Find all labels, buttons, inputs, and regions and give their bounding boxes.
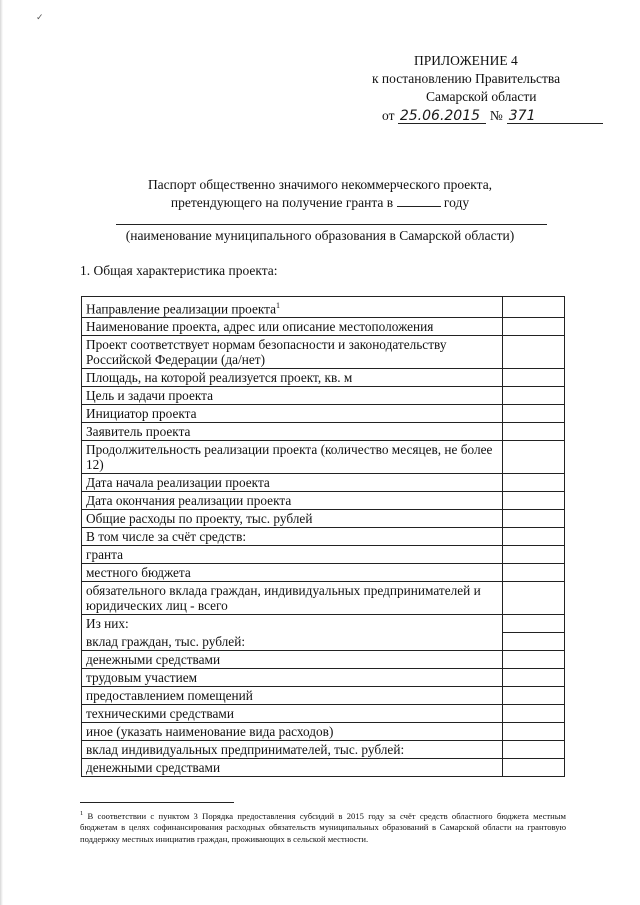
- table-row: [82, 615, 565, 633]
- row-label: [82, 297, 503, 318]
- row-label: [82, 564, 503, 582]
- row-label-text: Продолжительность реализации проекта (количество месяцев, не более 12): [86, 442, 493, 473]
- year-blank-field: [397, 194, 441, 207]
- table-row: [82, 387, 565, 405]
- row-label-text: Заявитель проекта: [86, 424, 191, 440]
- table-row: [82, 492, 565, 510]
- row-label: [82, 651, 503, 669]
- row-value-cell[interactable]: [503, 474, 565, 492]
- table-row: [82, 441, 565, 474]
- row-label: [82, 369, 503, 387]
- row-value-cell[interactable]: [503, 492, 565, 510]
- table-row: [82, 336, 565, 369]
- region-name: Самарской области: [426, 89, 537, 104]
- row-label: [82, 492, 503, 510]
- row-label-text: вклад граждан, тыс. рублей:: [86, 633, 246, 649]
- row-value-cell[interactable]: [503, 687, 565, 705]
- row-value-cell[interactable]: [503, 318, 565, 336]
- handwritten-number: 371: [507, 109, 603, 124]
- table-row: [82, 705, 565, 723]
- table-row: [82, 474, 565, 492]
- footnote: [80, 808, 566, 845]
- row-value-cell[interactable]: [503, 387, 565, 405]
- resolution-date-line: [382, 107, 603, 125]
- row-label-text: Инициатор проекта: [86, 406, 197, 422]
- row-value-cell[interactable]: [503, 669, 565, 687]
- row-label: [82, 336, 503, 369]
- row-value-cell[interactable]: [503, 651, 565, 669]
- row-label-text: гранта: [86, 547, 123, 563]
- row-label-text: Дата окончания реализации проекта: [86, 493, 292, 509]
- title-line-2-end: году: [443, 195, 470, 210]
- row-label-text: Дата начала реализации проекта: [86, 475, 270, 491]
- row-label: [82, 510, 503, 528]
- row-label: [82, 759, 503, 777]
- row-label-text: трудовым участием: [86, 670, 198, 686]
- table-row: [82, 369, 565, 387]
- row-label: [82, 423, 503, 441]
- row-value-cell[interactable]: [503, 723, 565, 741]
- row-value-cell[interactable]: [503, 615, 565, 633]
- number-sign: №: [489, 108, 503, 123]
- table-row: [82, 297, 565, 318]
- table-row: [82, 723, 565, 741]
- row-label-text: иное (указать наименование вида расходов): [86, 724, 334, 740]
- row-value-cell[interactable]: [503, 423, 565, 441]
- table-row: [82, 318, 565, 336]
- table-row: [82, 510, 565, 528]
- row-label: [82, 474, 503, 492]
- section-title: 1. Общая характеристика проекта:: [80, 263, 278, 278]
- row-label: [82, 687, 503, 705]
- row-value-cell[interactable]: [503, 297, 565, 318]
- table-row: [82, 687, 565, 705]
- row-value-cell[interactable]: [503, 546, 565, 564]
- row-value-cell[interactable]: [503, 633, 565, 651]
- row-label: [82, 528, 503, 546]
- row-label-text: Цель и задачи проекта: [86, 388, 214, 404]
- row-label-text: денежными средствами: [86, 760, 221, 776]
- row-label: [82, 387, 503, 405]
- row-value-cell[interactable]: [503, 336, 565, 369]
- table-row: [82, 546, 565, 564]
- table-row: [82, 423, 565, 441]
- row-label-text: денежными средствами: [86, 652, 221, 668]
- footnote-text: В соответствии с пунктом 3 Порядка предоставления субсидий в 2015 году за счёт средств областного бюджета местным бюджетам в целях софинансирования расходных обязательств муниципальных образований в Самарской области на грантовую поддержку местных инициатив граждан, проживающих в сельской местности.: [80, 810, 566, 844]
- document-title: [80, 176, 560, 212]
- handwritten-date: 25.06.2015: [398, 109, 486, 124]
- row-value-cell[interactable]: [503, 528, 565, 546]
- row-label: [82, 633, 503, 651]
- row-value-cell[interactable]: [503, 741, 565, 759]
- row-label: [82, 582, 503, 615]
- table-row: [82, 564, 565, 582]
- table-row: [82, 582, 565, 615]
- row-value-cell[interactable]: [503, 564, 565, 582]
- row-value-cell[interactable]: [503, 510, 565, 528]
- footnote-mark: 1: [80, 810, 84, 817]
- row-label-text: Площадь, на которой реализуется проект, кв. м: [86, 370, 353, 386]
- title-line-2-start: претендующего на получение гранта в: [170, 195, 394, 210]
- title-line-2: [80, 194, 560, 212]
- title-line-1: Паспорт общественно значимого некоммерческого проекта,: [147, 177, 493, 192]
- table-row: [82, 759, 565, 777]
- municipality-caption: (наименование муниципального образования в Самарской области): [125, 228, 515, 243]
- row-label: [82, 318, 503, 336]
- row-value-cell[interactable]: [503, 582, 565, 615]
- row-label-text: Общие расходы по проекту, тыс. рублей: [86, 511, 313, 527]
- table-row: [82, 669, 565, 687]
- row-value-cell[interactable]: [503, 369, 565, 387]
- project-characteristics-table: [81, 296, 565, 777]
- row-label: [82, 741, 503, 759]
- row-label: [82, 669, 503, 687]
- row-label-text: Из них:: [86, 616, 129, 632]
- table-row: [82, 528, 565, 546]
- row-label-text: Проект соответствует нормам безопасности и законодательству Российской Федерации (да/нет): [86, 337, 447, 368]
- footnote-reference: 1: [276, 301, 281, 310]
- row-label: [82, 546, 503, 564]
- table-row: [82, 741, 565, 759]
- row-label-text: местного бюджета: [86, 565, 191, 581]
- table-row: [82, 405, 565, 423]
- row-label: [82, 723, 503, 741]
- table-body: [82, 297, 565, 777]
- date-prefix: от: [382, 108, 395, 123]
- row-label: [82, 441, 503, 474]
- row-value-cell[interactable]: [503, 405, 565, 423]
- footnote-separator: [80, 802, 234, 803]
- table-row: [82, 651, 565, 669]
- row-value-cell[interactable]: [503, 705, 565, 723]
- row-label-text: В том числе за счёт средств:: [86, 529, 247, 545]
- scan-tick-mark: ✓: [36, 12, 44, 22]
- row-value-cell[interactable]: [503, 759, 565, 777]
- row-value-cell[interactable]: [503, 441, 565, 474]
- row-label: [82, 405, 503, 423]
- municipality-blank-line: [116, 224, 547, 225]
- row-label-text: предоставлением помещений: [86, 688, 253, 704]
- row-label-text: Направление реализации проекта: [86, 301, 277, 317]
- appendix-number: ПРИЛОЖЕНИЕ 4: [414, 53, 518, 68]
- row-label: [82, 705, 503, 723]
- row-label-text: обязательного вклада граждан, индивидуальных предпринимателей и юридических лиц - всего: [86, 583, 481, 614]
- resolution-reference: к постановлению Правительства: [372, 71, 561, 86]
- table-row: [82, 633, 565, 651]
- row-label-text: Наименование проекта, адрес или описание местоположения: [86, 319, 434, 335]
- row-label-text: техническими средствами: [86, 706, 234, 722]
- row-label-text: вклад индивидуальных предпринимателей, тыс. рублей:: [86, 742, 405, 758]
- row-label: [82, 615, 503, 633]
- scan-edge: [0, 0, 3, 905]
